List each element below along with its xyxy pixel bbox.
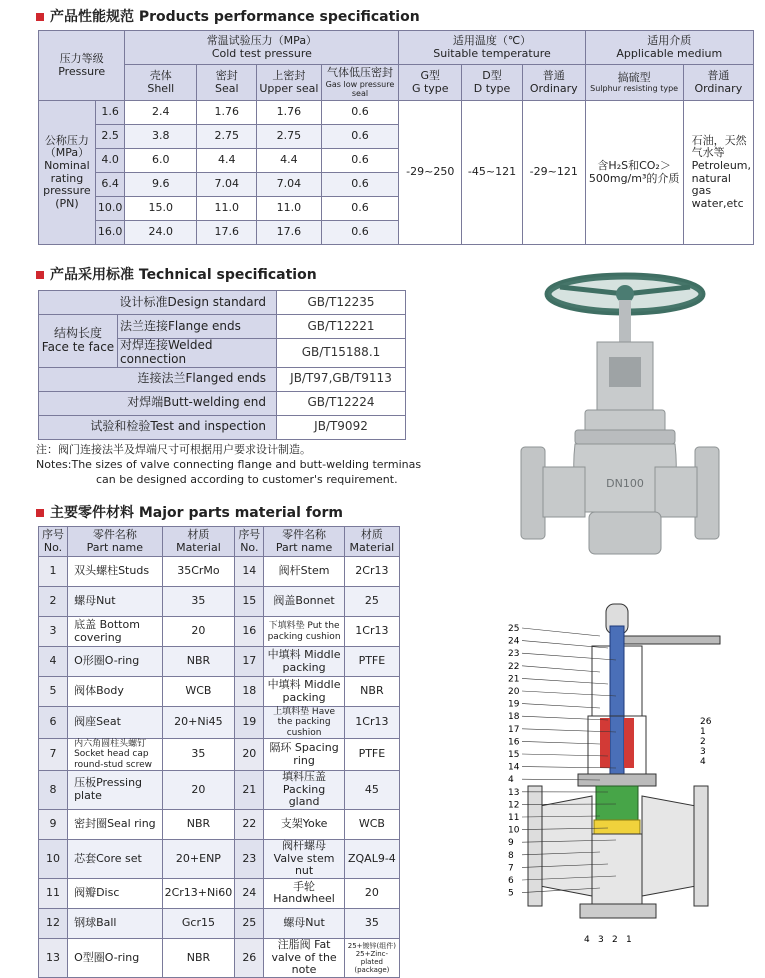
part-name: 阀杆Stem [264, 557, 344, 587]
callout-label: 4 [700, 757, 706, 767]
shell-header: 壳体 Shell [125, 65, 197, 101]
part-number: 5 [39, 677, 68, 707]
part-name: 钢球Ball [68, 908, 163, 938]
right-pipe [655, 467, 697, 517]
gas-seal-value: 0.6 [321, 173, 399, 197]
part-name: 填料压盖 Packing gland [264, 771, 344, 810]
callout-label: 14 [508, 763, 520, 773]
part-name: 底盖 Bottom covering [68, 617, 163, 647]
drawing-bottom-labels [584, 935, 632, 945]
pn-value: 16.0 [95, 221, 125, 245]
section-title-technical: 产品采用标准 Technical specification [36, 264, 317, 284]
butt-welding-value: GB/T12224 [277, 391, 406, 415]
no-header: 序号 No. [235, 527, 264, 557]
part-material: 20+Ni45 [162, 707, 235, 739]
section-title-parts: 主要零件材料 Major parts material form [36, 502, 343, 522]
flange-ends-label: 法兰连接Flange ends [118, 315, 277, 339]
ordinary-medium-header: 普通 Ordinary [683, 65, 753, 101]
part-name-header: 零件名称 Part name [68, 527, 163, 557]
part-material: 35 [162, 739, 235, 771]
callout-line [522, 641, 608, 648]
part-number: 20 [235, 739, 264, 771]
part-number: 8 [39, 771, 68, 810]
no-header: 序号 No. [39, 527, 68, 557]
notes: 注：阀门连接法半及焊端尺寸可根据用户要求设计制造。 Notes:The sizes of valve connecting flange and butt-welding terminas can be designed according to customer's requirement. [36, 442, 421, 487]
parts-row [39, 771, 400, 810]
upper-seal-header: 上密封 Upper seal [257, 65, 321, 101]
part-name: 压板Pressing plate [68, 771, 163, 810]
part-number: 4 [39, 647, 68, 677]
callout-label: 25 [508, 624, 519, 634]
parts-row [39, 938, 400, 977]
part-number: 16 [235, 617, 264, 647]
test-inspection-label: 试验和检验Test and inspection [39, 415, 277, 439]
callout-label: 18 [508, 712, 520, 722]
shell-value: 9.6 [125, 173, 197, 197]
drawing-handle [610, 636, 720, 644]
drawing-disc [596, 786, 638, 820]
part-material: 2Cr13+Ni60 [162, 878, 235, 908]
part-material: NBR [162, 647, 235, 677]
parts-row [39, 908, 400, 938]
drawing-body-core [592, 834, 642, 904]
parts-row [39, 739, 400, 771]
callout-label: 26 [700, 717, 712, 727]
parts-rows [39, 557, 400, 978]
callout-line [522, 666, 600, 672]
drawing-packing-left [600, 718, 610, 768]
part-material: 45 [344, 771, 399, 810]
callout-label: 23 [508, 649, 519, 659]
part-number: 9 [39, 809, 68, 839]
part-number: 26 [235, 938, 264, 977]
part-number: 3 [39, 617, 68, 647]
callout-label: 20 [508, 687, 520, 697]
seal-value: 2.75 [197, 125, 257, 149]
part-number: 14 [235, 557, 264, 587]
callout-label: 3 [598, 935, 604, 945]
part-name: 中填料 Middle packing [264, 647, 344, 677]
part-name: 隔环 Spacing ring [264, 739, 344, 771]
part-material: 1Cr13 [344, 617, 399, 647]
valve-sectional-drawing [500, 596, 740, 946]
part-number: 19 [235, 707, 264, 739]
seal-header: 密封 Seal [197, 65, 257, 101]
part-name: 中填料 Middle packing [264, 677, 344, 707]
gas-seal-value: 0.6 [321, 221, 399, 245]
callout-label: 4 [508, 775, 514, 785]
callout-label: 3 [700, 747, 706, 757]
callout-label: 19 [508, 700, 520, 710]
drawing-right-labels [700, 717, 712, 767]
part-number: 21 [235, 771, 264, 810]
part-name-header: 零件名称 Part name [264, 527, 344, 557]
upper-seal-value: 7.04 [257, 173, 321, 197]
gas-seal-value: 0.6 [321, 125, 399, 149]
callout-label: 22 [508, 662, 519, 672]
pressure-grade-header: 压力等级 Pressure [39, 31, 125, 101]
part-material: 35 [344, 908, 399, 938]
right-flange [695, 447, 719, 539]
callout-label: 7 [508, 863, 514, 873]
callout-line [522, 754, 608, 756]
butt-welding-label: 对焊端Butt-welding end [39, 391, 277, 415]
drawing-seat [594, 820, 640, 834]
part-material: 20 [162, 617, 235, 647]
parts-row [39, 839, 400, 878]
part-material: 25+镀锌(组件) 25+Zinc-plated (package) [344, 938, 399, 977]
left-flange [521, 447, 545, 539]
part-material: 25 [344, 587, 399, 617]
seal-value: 7.04 [197, 173, 257, 197]
part-material: 20+ENP [162, 839, 235, 878]
pn-value: 2.5 [95, 125, 125, 149]
test-inspection-value: JB/T9092 [277, 415, 406, 439]
part-material: WCB [344, 809, 399, 839]
drawing-right-flange [694, 786, 708, 906]
part-name: 注脂阀 Fat valve of the note [264, 938, 344, 977]
callout-label: 16 [508, 737, 520, 747]
part-name: 下填料垫 Put the packing cushion [264, 617, 344, 647]
callout-label: 2 [612, 935, 618, 945]
part-number: 22 [235, 809, 264, 839]
parts-row [39, 587, 400, 617]
sulphur-medium: 含H₂S和CO₂＞500mg/m³的介质 [585, 101, 683, 245]
callout-label: 15 [508, 750, 519, 760]
seal-value: 11.0 [197, 197, 257, 221]
gas-seal-value: 0.6 [321, 101, 399, 125]
part-number: 17 [235, 647, 264, 677]
shell-value: 2.4 [125, 101, 197, 125]
drawing-packing-right [624, 718, 634, 768]
callout-line [522, 628, 600, 636]
pn-value: 6.4 [95, 173, 125, 197]
part-number: 10 [39, 839, 68, 878]
design-standard-value: GB/T12235 [277, 291, 406, 315]
shell-value: 3.8 [125, 125, 197, 149]
part-number: 15 [235, 587, 264, 617]
nominal-pressure-label: 公称压力（MPa）Nominal rating pressure (PN) [39, 101, 96, 245]
callout-label: 6 [508, 876, 514, 886]
part-name: 阀座Seat [68, 707, 163, 739]
welded-connection-value: GB/T15188.1 [277, 339, 406, 368]
callout-label: 2 [700, 737, 706, 747]
part-number: 1 [39, 557, 68, 587]
parts-row [39, 878, 400, 908]
part-material: WCB [162, 677, 235, 707]
callout-label: 4 [584, 935, 590, 945]
design-standard-label: 设计标准Design standard [39, 291, 277, 315]
part-material: 20 [162, 771, 235, 810]
gas-seal-value: 0.6 [321, 149, 399, 173]
d-type-temp: -45~121 [462, 101, 523, 245]
seal-value: 17.6 [197, 221, 257, 245]
shell-value: 24.0 [125, 221, 197, 245]
callout-label: 9 [508, 838, 514, 848]
parts-row [39, 647, 400, 677]
upper-seal-value: 2.75 [257, 125, 321, 149]
part-number: 24 [235, 878, 264, 908]
technical-table [38, 290, 406, 440]
callout-label: 1 [626, 935, 632, 945]
callout-label: 21 [508, 674, 519, 684]
callout-label: 5 [508, 889, 514, 899]
part-number: 7 [39, 739, 68, 771]
ordinary-temp: -29~121 [522, 101, 585, 245]
callout-line [522, 716, 608, 720]
valve-photo [515, 272, 725, 590]
part-material: PTFE [344, 739, 399, 771]
seal-value: 1.76 [197, 101, 257, 125]
part-number: 11 [39, 878, 68, 908]
part-material: 2Cr13 [344, 557, 399, 587]
part-name: 阀盖Bonnet [264, 587, 344, 617]
part-name: 手轮Handwheel [264, 878, 344, 908]
part-name: 阀杆螺母 Valve stem nut [264, 839, 344, 878]
part-number: 25 [235, 908, 264, 938]
part-name: 阀瓣Disc [68, 878, 163, 908]
callout-label: 1 [700, 727, 706, 737]
parts-row [39, 677, 400, 707]
callout-line [522, 704, 600, 708]
nameplate-text: DN100 [606, 477, 644, 490]
valve-bottom [589, 512, 661, 554]
pn-value: 10.0 [95, 197, 125, 221]
bullet-square-icon [36, 13, 44, 21]
part-number: 12 [39, 908, 68, 938]
part-number: 13 [39, 938, 68, 977]
part-material: PTFE [344, 647, 399, 677]
callout-label: 11 [508, 813, 519, 823]
bonnet-flange [575, 430, 675, 444]
part-name: 螺母Nut [264, 908, 344, 938]
part-name: 上填料垫 Have the packing cushion [264, 707, 344, 739]
part-number: 23 [235, 839, 264, 878]
temperature-header: 适用温度（℃） Suitable temperature [399, 31, 585, 65]
callout-label: 13 [508, 788, 519, 798]
gas-seal-value: 0.6 [321, 197, 399, 221]
part-material: 20 [344, 878, 399, 908]
left-pipe [543, 467, 585, 517]
performance-table [38, 30, 754, 245]
part-material: ZQAL9-4 [344, 839, 399, 878]
part-number: 18 [235, 677, 264, 707]
upper-seal-value: 17.6 [257, 221, 321, 245]
part-number: 6 [39, 707, 68, 739]
parts-row [39, 707, 400, 739]
part-material: 1Cr13 [344, 707, 399, 739]
ordinary-medium: 石油，天然气水等 Petroleum, natural gas water,etc [683, 101, 753, 245]
cold-test-header: 常温试验压力（MPa） Cold test pressure [125, 31, 399, 65]
callout-label: 10 [508, 826, 520, 836]
d-type-header: D型 D type [462, 65, 523, 101]
drawing-left-flange [528, 786, 542, 906]
parts-row [39, 617, 400, 647]
part-material: NBR [162, 809, 235, 839]
pn-value: 1.6 [95, 101, 125, 125]
callout-label: 24 [508, 637, 520, 647]
ordinary-header: 普通 Ordinary [522, 65, 585, 101]
material-header: 材质 Material [344, 527, 399, 557]
part-name: 螺母Nut [68, 587, 163, 617]
part-name: 双头螺柱Studs [68, 557, 163, 587]
parts-row [39, 809, 400, 839]
face-to-face-label: 结构长度 Face te face [39, 315, 118, 368]
part-material: 35CrMo [162, 557, 235, 587]
flange-ends-value: GB/T12221 [277, 315, 406, 339]
upper-seal-value: 4.4 [257, 149, 321, 173]
gas-seal-header: 气体低压密封 Gas low pressure seal [321, 65, 399, 101]
sulphur-header: 搞硫型 Sulphur resisting type [585, 65, 683, 101]
seal-value: 4.4 [197, 149, 257, 173]
part-name: 芯套Core set [68, 839, 163, 878]
part-number: 2 [39, 587, 68, 617]
upper-seal-value: 11.0 [257, 197, 321, 221]
pn-value: 4.0 [95, 149, 125, 173]
shell-value: 6.0 [125, 149, 197, 173]
medium-header: 适用介质 Applicable medium [585, 31, 753, 65]
flanged-ends-value: JB/T97,GB/T9113 [277, 367, 406, 391]
part-material: NBR [162, 938, 235, 977]
part-name: 内六角圆柱头螺钉 Socket head cap round-stud screw [68, 739, 163, 771]
g-type-temp: -29~250 [399, 101, 462, 245]
part-material: 35 [162, 587, 235, 617]
welded-connection-label: 对焊连接Welded connection [118, 339, 277, 368]
callout-label: 12 [508, 800, 519, 810]
material-header: 材质 Material [162, 527, 235, 557]
yoke-window [609, 357, 641, 387]
drawing-bottom-cover [580, 904, 656, 918]
part-name: 支架Yoke [264, 809, 344, 839]
flanged-ends-label: 连接法兰Flanged ends [39, 367, 277, 391]
part-name: 阀体Body [68, 677, 163, 707]
section-title-performance: 产品性能规范 Products performance specification [36, 6, 420, 26]
part-material: NBR [344, 677, 399, 707]
g-type-header: G型 G type [399, 65, 462, 101]
part-material: Gcr15 [162, 908, 235, 938]
part-name: 密封圈Seal ring [68, 809, 163, 839]
parts-table [38, 526, 400, 978]
parts-row [39, 557, 400, 587]
part-name: O形圈O-ring [68, 647, 163, 677]
callout-label: 8 [508, 851, 514, 861]
shell-value: 15.0 [125, 197, 197, 221]
upper-seal-value: 1.76 [257, 101, 321, 125]
part-name: O型圈O-ring [68, 938, 163, 977]
bullet-square-icon [36, 509, 44, 517]
callout-label: 17 [508, 725, 519, 735]
bullet-square-icon [36, 271, 44, 279]
